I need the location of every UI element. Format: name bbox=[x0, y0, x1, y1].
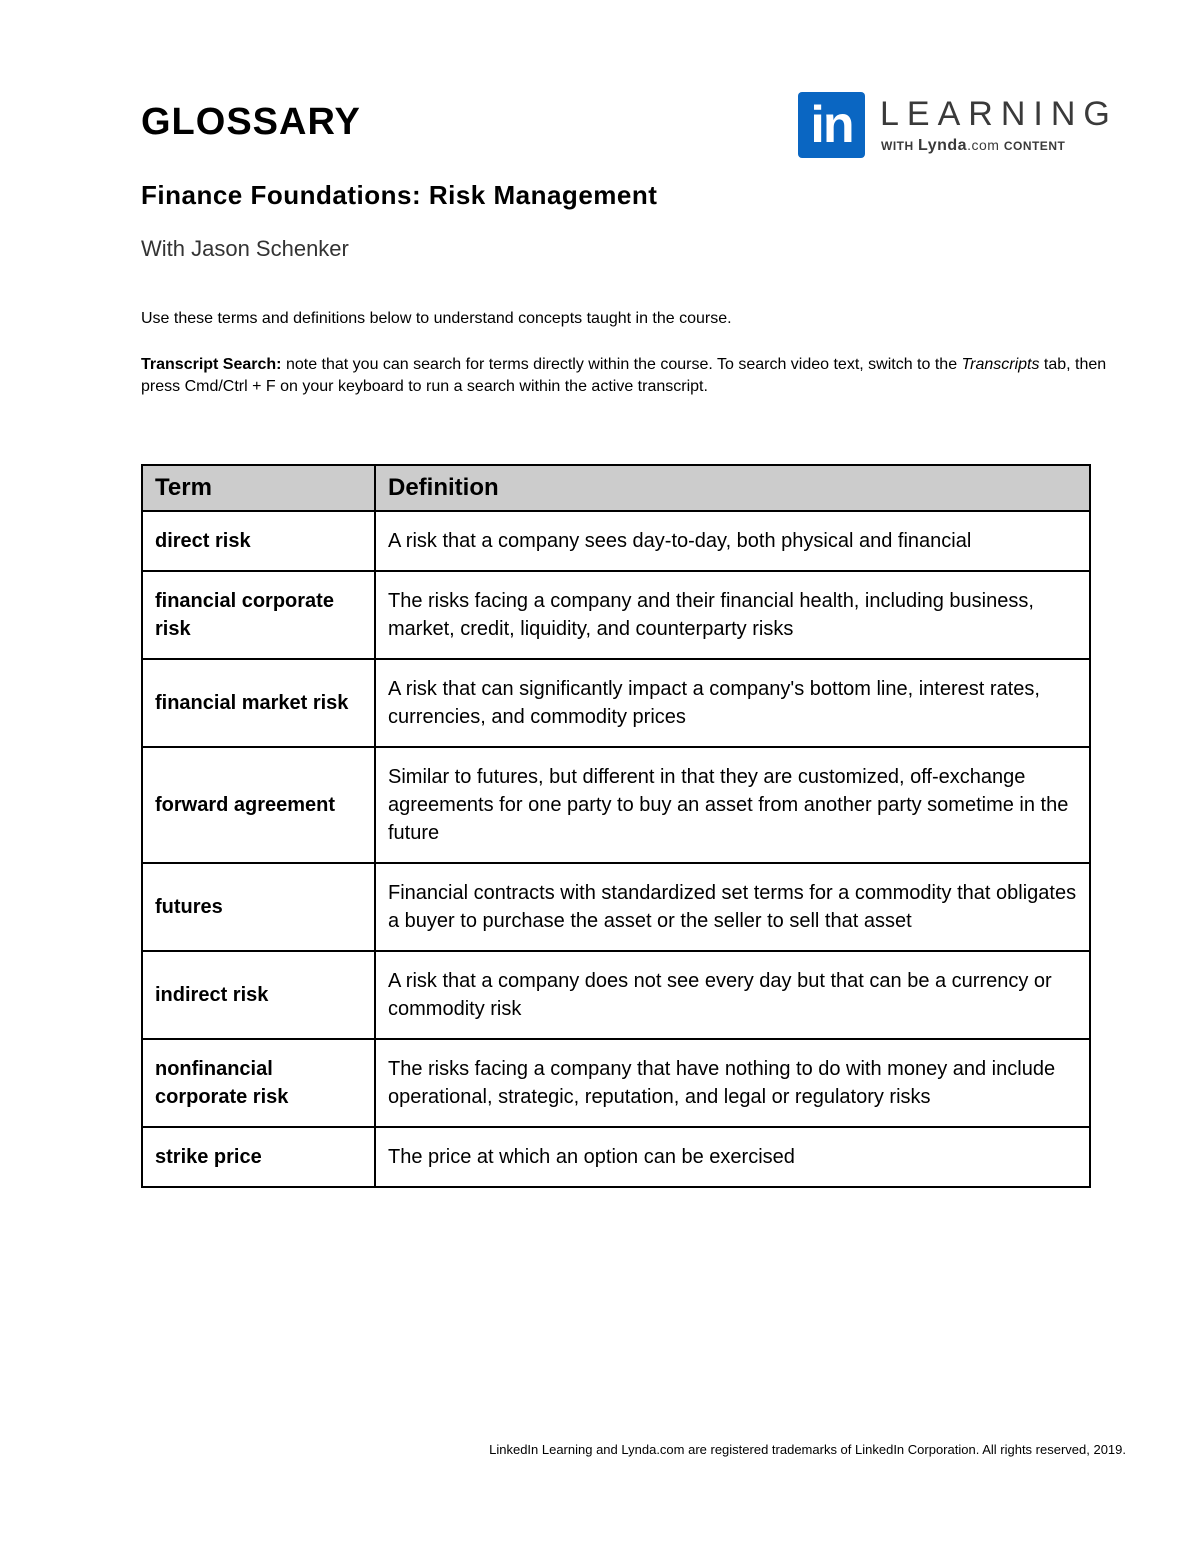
definition-cell: A risk that a company does not see every day but that can be a currency or commodity risk bbox=[375, 951, 1090, 1039]
transcript-text-before: note that you can search for terms directly within the course. To search video text, switch to the bbox=[281, 356, 962, 373]
logo-subtitle bbox=[881, 137, 1065, 154]
definition-cell: A risk that can significantly impact a company's bottom line, interest rates, currencies, and commodity prices bbox=[375, 659, 1090, 747]
term-cell: indirect risk bbox=[142, 951, 375, 1039]
table-row bbox=[142, 659, 1090, 747]
definition-cell: The risks facing a company and their financial health, including business, market, credit, liquidity, and counterparty risks bbox=[375, 571, 1090, 659]
header-definition: Definition bbox=[375, 465, 1090, 511]
table-row bbox=[142, 1127, 1090, 1187]
linkedin-in-icon: in bbox=[798, 92, 865, 158]
header-term: Term bbox=[142, 465, 375, 511]
glossary-table bbox=[141, 464, 1091, 1188]
transcripts-tab-name: Transcripts bbox=[961, 356, 1040, 373]
table-row bbox=[142, 951, 1090, 1039]
term-cell: direct risk bbox=[142, 511, 375, 571]
term-cell: strike price bbox=[142, 1127, 375, 1187]
table-header-row bbox=[142, 465, 1090, 511]
table-row bbox=[142, 863, 1090, 951]
instructor-name: With Jason Schenker bbox=[141, 236, 349, 261]
definition-cell: A risk that a company sees day-to-day, both physical and financial bbox=[375, 511, 1090, 571]
logo-learning-word: LEARNING bbox=[880, 95, 1118, 133]
table-row bbox=[142, 747, 1090, 863]
term-cell: futures bbox=[142, 863, 375, 951]
term-cell: nonfinancial corporate risk bbox=[142, 1039, 375, 1127]
transcript-search-label: Transcript Search: bbox=[141, 356, 282, 373]
logo-with: WITH bbox=[881, 139, 914, 153]
transcript-text-after: tab, then press Cmd/Ctrl + F on your keyboard to run a search within the active transcript. bbox=[141, 356, 1107, 395]
term-cell: forward agreement bbox=[142, 747, 375, 863]
definition-cell: The price at which an option can be exercised bbox=[375, 1127, 1090, 1187]
logo-dotcom: .com bbox=[967, 137, 1000, 153]
definition-cell: The risks facing a company that have nothing to do with money and include operational, strategic, reputation, and legal or regulatory risks bbox=[375, 1039, 1090, 1127]
table-row bbox=[142, 1039, 1090, 1127]
table-row bbox=[142, 571, 1090, 659]
term-cell: financial market risk bbox=[142, 659, 375, 747]
intro-text: Use these terms and definitions below to understand concepts taught in the course. bbox=[141, 310, 732, 327]
linkedin-learning-logo bbox=[798, 92, 1118, 160]
transcript-search-note bbox=[141, 354, 1131, 398]
definition-cell: Financial contracts with standardized set terms for a commodity that obligates a buyer to purchase the asset or the seller to sell that asset bbox=[375, 863, 1090, 951]
page-title: GLOSSARY bbox=[141, 101, 361, 143]
term-cell: financial corporate risk bbox=[142, 571, 375, 659]
footer-copyright: LinkedIn Learning and Lynda.com are registered trademarks of LinkedIn Corporation. All rights reserved, 2019. bbox=[489, 1442, 1126, 1457]
definition-cell: Similar to futures, but different in that they are customized, off-exchange agreements for one party to buy an asset from another party sometime in the future bbox=[375, 747, 1090, 863]
course-title: Finance Foundations: Risk Management bbox=[141, 180, 658, 210]
logo-lynda: Lynda bbox=[918, 137, 968, 154]
table-row bbox=[142, 511, 1090, 571]
logo-content: CONTENT bbox=[1003, 139, 1066, 153]
